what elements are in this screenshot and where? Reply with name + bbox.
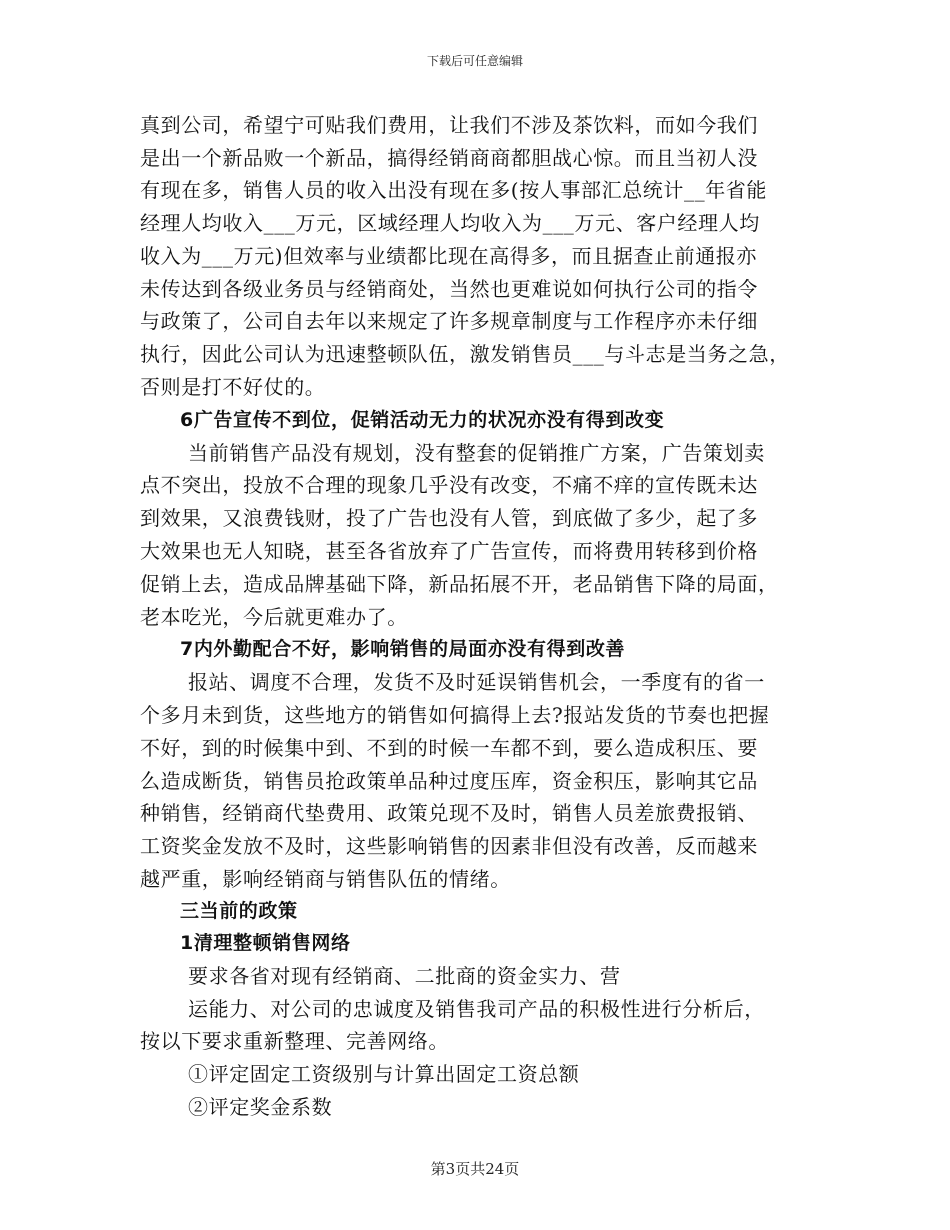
body-line: 当前销售产品没有规划，没有整套的促销推广方案，广告策划卖 xyxy=(188,441,765,465)
body-line: 真到公司，希望宁可贴我们费用，让我们不涉及茶饮料，而如今我们 xyxy=(140,113,758,137)
list-item: ①评定固定工资级别与计算出固定工资总额 xyxy=(188,1062,580,1086)
subsection-heading: 1清理整顿销售网络 xyxy=(180,932,351,954)
body-line: 不好，到的时候集中到、不到的时候一车都不到，要么造成积压、要 xyxy=(140,736,758,760)
body-line: 是出一个新品败一个新品，搞得经销商商都胆战心惊。而且当初人没 xyxy=(140,146,758,170)
body-line: 否则是打不好仗的。 xyxy=(140,375,326,399)
body-line: 点不突出，投放不合理的现象几乎没有改变，不痛不痒的宣传既未达 xyxy=(140,473,758,497)
body-line: 个多月未到货，这些地方的销售如何搞得上去?报站发货的节奏也把握 xyxy=(140,703,770,727)
body-line: 要求各省对现有经销商、二批商的资金实力、营 xyxy=(188,964,621,988)
body-line: 到效果，又浪费钱财，投了广告也没有人管，到底做了多少，起了多 xyxy=(140,506,758,530)
page-header: 下载后可任意编辑 xyxy=(426,54,523,68)
section-heading: 6广告宣传不到位，促销活动无力的状况亦没有得到改变 xyxy=(180,409,665,431)
body-line: 与政策了，公司自去年以来规定了许多规章制度与工作程序亦未仔细 xyxy=(140,309,758,333)
body-line: 执行，因此公司认为迅速整顿队伍，激发销售员___与斗志是当务之急， xyxy=(140,342,790,366)
page-footer: 第3页共24页 xyxy=(430,1160,520,1178)
body-line: 有现在多，销售人员的收入出没有现在多(按人事部汇总统计__年省能 xyxy=(140,178,768,202)
body-line: 运能力、对公司的忠诚度及销售我司产品的积极性进行分析后， xyxy=(188,997,765,1021)
body-line: 种销售，经销商代垫费用、政策兑现不及时，销售人员差旅费报销、 xyxy=(140,801,758,825)
body-line: 经理人均收入___万元，区域经理人均收入为___万元、客户经理人均 xyxy=(140,211,760,235)
body-line: 大效果也无人知晓，甚至各省放弃了广告宣传，而将费用转移到价格 xyxy=(140,539,758,563)
body-line: 收入为___万元)但效率与业绩都比现在高得多，而且据查止前通报亦 xyxy=(140,244,758,268)
body-line: 未传达到各级业务员与经销商处，当然也更难说如何执行公司的指令 xyxy=(140,277,758,301)
body-line: 报站、调度不合理，发货不及时延误销售机会，一季度有的省一 xyxy=(188,670,765,694)
body-line: 工资奖金发放不及时，这些影响销售的因素非但没有改善，反而越来 xyxy=(140,834,758,858)
body-line: 促销上去，造成品牌基础下降，新品拓展不开，老品销售下降的局面， xyxy=(140,572,779,596)
list-item: ②评定奖金系数 xyxy=(188,1095,333,1119)
body-line: 越严重，影响经销商与销售队伍的情绪。 xyxy=(140,867,511,891)
body-line: 按以下要求重新整理、完善网络。 xyxy=(140,1029,449,1053)
body-line: 么造成断货，销售员抢政策单品种过度压库，资金积压，影响其它品 xyxy=(140,769,758,793)
section-heading: 7内外勤配合不好，影响销售的局面亦没有得到改善 xyxy=(180,638,626,660)
body-line: 老本吃光，今后就更难办了。 xyxy=(140,605,408,629)
section-heading: 三当前的政策 xyxy=(180,900,298,922)
